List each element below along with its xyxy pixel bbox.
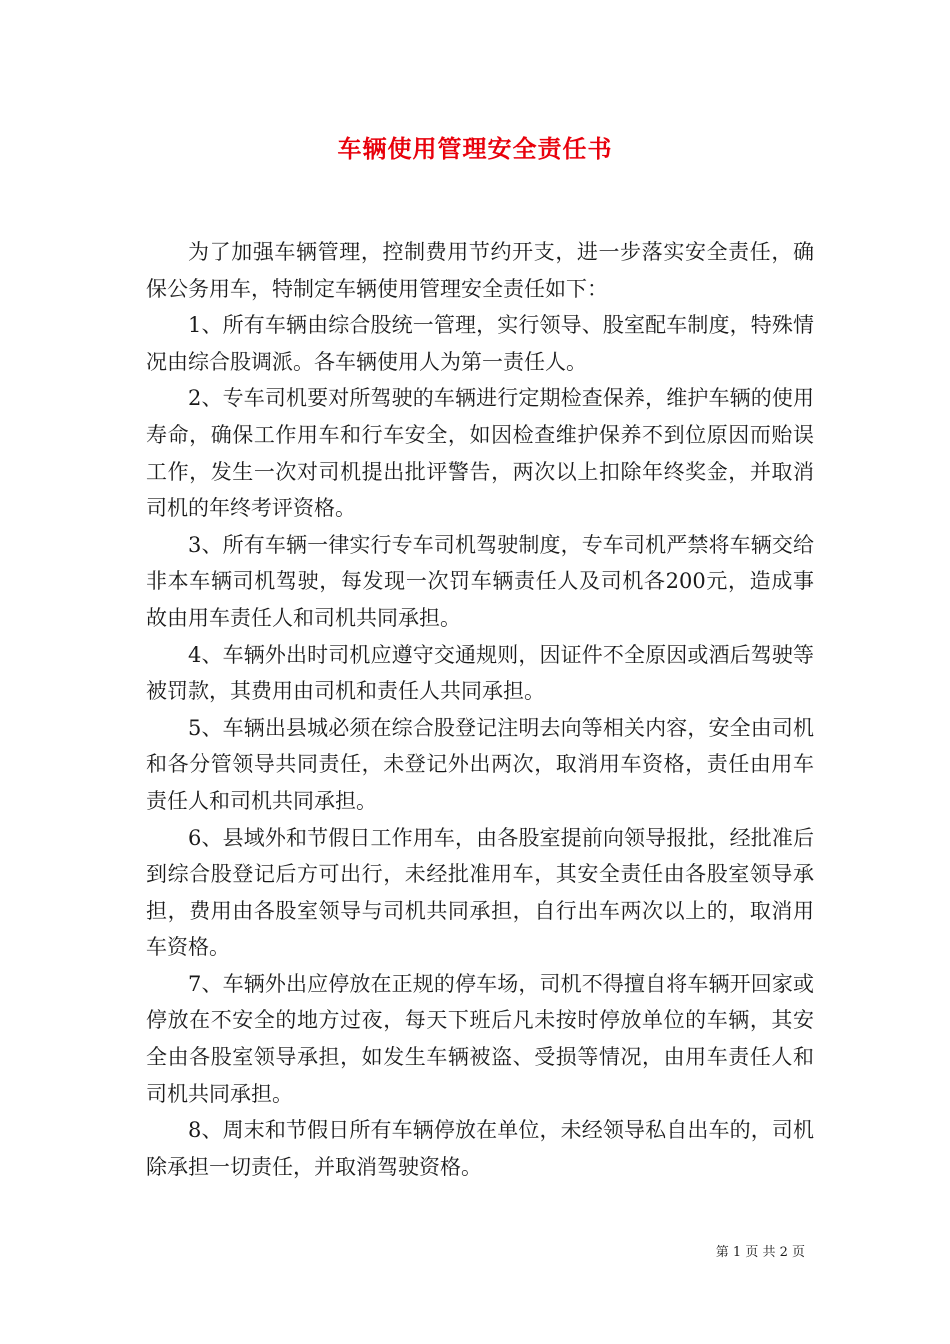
clause-6-paragraph: 6、县域外和节假日工作用车，由各股室提前向领导报批，经批准后到综合股登记后方可出行，未经批准用车，其安全责任由各股室领导承担，费用由各股室领导与司机共同承担，自行出车两次以上的，取消用车资格。 bbox=[146, 825, 814, 960]
intro-paragraph: 为了加强车辆管理，控制费用节约开支，进一步落实安全责任，确保公务用车，特制定车辆使用管理安全责任如下： bbox=[146, 240, 814, 301]
page-number-footer: 第 1 页 共 2 页 bbox=[715, 1245, 805, 1260]
clause-3-paragraph: 3、所有车辆一律实行专车司机驾驶制度，专车司机严禁将车辆交给非本车辆司机驾驶，每发现一次罚车辆责任人及司机各200元，造成事故由用车责任人和司机共同承担。 bbox=[146, 532, 814, 630]
clause-7-paragraph: 7、车辆外出应停放在正规的停车场，司机不得擅自将车辆开回家或停放在不安全的地方过夜，每天下班后凡未按时停放单位的车辆，其安全由各股室领导承担，如发生车辆被盗、受损等情况，由用车责任人和司机共同承担。 bbox=[146, 971, 814, 1106]
clause-2-paragraph: 2、专车司机要对所驾驶的车辆进行定期检查保养，维护车辆的使用寿命，确保工作用车和行车安全，如因检查维护保养不到位原因而贻误工作，发生一次对司机提出批评警告，两次以上扣除年终奖金，并取消司机的年终考评资格。 bbox=[146, 386, 814, 521]
clause-4-paragraph: 4、车辆外出时司机应遵守交通规则，因证件不全原因或酒后驾驶等被罚款，其费用由司机和责任人共同承担。 bbox=[146, 642, 814, 704]
document-title: 车辆使用管理安全责任书 bbox=[337, 134, 613, 163]
document-body bbox=[146, 234, 814, 1185]
clause-5-paragraph: 5、车辆出县城必须在综合股登记注明去向等相关内容，安全由司机和各分管领导共同责任，未登记外出两次，取消用车资格，责任由用车责任人和司机共同承担。 bbox=[146, 715, 814, 813]
clause-8-paragraph: 8、周末和节假日所有车辆停放在单位，未经领导私自出车的，司机除承担一切责任，并取消驾驶资格。 bbox=[146, 1118, 814, 1179]
clause-1-paragraph: 1、所有车辆由综合股统一管理，实行领导、股室配车制度，特殊情况由综合股调派。各车辆使用人为第一责任人。 bbox=[146, 313, 814, 374]
